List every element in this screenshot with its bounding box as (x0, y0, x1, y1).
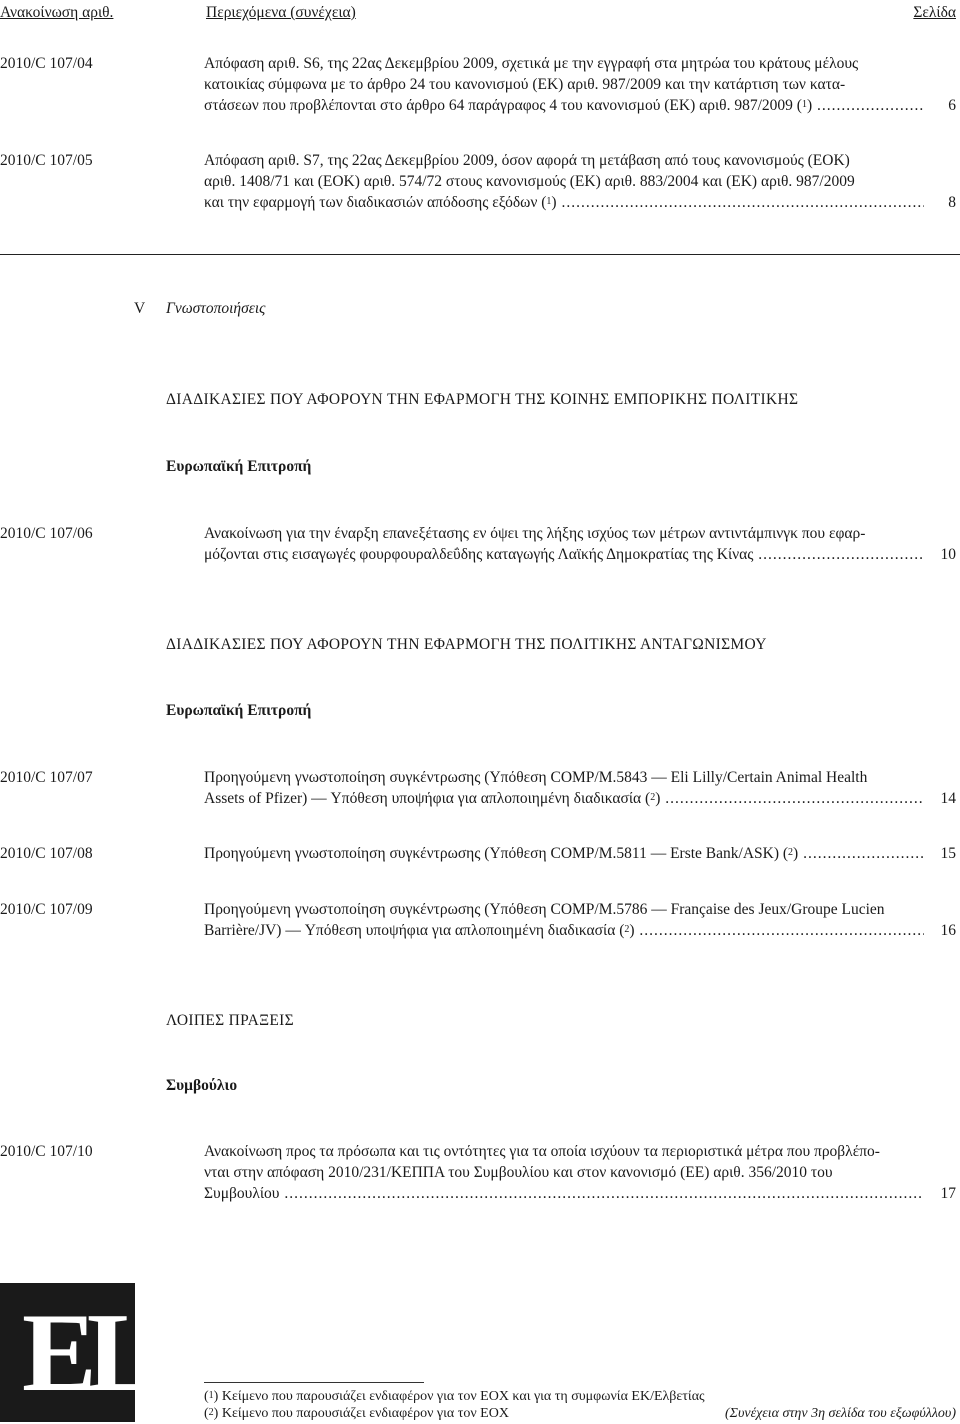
continuation-note: (Συνέχεια στην 3η σελίδα του εξωφύλλου) (724, 1406, 956, 1421)
entry-number: 2010/C 107/08 (0, 845, 93, 862)
entry-text (204, 899, 924, 941)
entry-line: Απόφαση αριθ. S7, της 22ας Δεκεμβρίου 2009, όσον αφορά τη μετάβαση από τους κανονισμούς (ΕΟΚ) (204, 152, 850, 169)
entry-number: 2010/C 107/04 (0, 55, 93, 72)
page-number: 16 (940, 922, 956, 939)
footnote: ($^2$) Κείμενο που παρουσιάζει ενδιαφέρον για τον ΕΟΧ (204, 1406, 509, 1421)
entry-number: 2010/C 107/10 (0, 1143, 93, 1160)
footnote-ref[interactable]: 1 (546, 196, 552, 207)
section-title: Γνωστοποιήσεις (166, 300, 266, 317)
footnote-ref[interactable]: 1 (801, 99, 807, 110)
institution-heading: Ευρωπαϊκή Επιτροπή (166, 458, 312, 475)
entry-line: αριθ. 1408/71 και (ΕΟΚ) αριθ. 574/72 στους κανονισμούς (ΕΚ) αριθ. 883/2004 και (ΕΚ) αριθ. 987/2009 (204, 173, 855, 190)
entry-line-last: Assets of Pfizer) — Υπόθεση υποψήφια για απλοποιημένη διαδικασία ($^2$) ..... (204, 788, 924, 809)
entry-line-last: στάσεων που προβλέπονται στο άρθρο 64 παράγραφος 4 του κανονισμού (ΕΚ) αριθ. 987/2009 ($^1$) ..... (204, 95, 924, 116)
footnote-divider (204, 1382, 424, 1383)
entry-line-last: μόζονται στις εισαγωγές φουρφουραλδεΰδης καταγωγής Λαϊκής Δημοκρατίας της Κίνας ..... (204, 544, 924, 565)
entry-line-last: Προηγούμενη γνωστοποίηση συγκέντρωσης (Υπόθεση COMP/M.5811 — Erste Bank/ASK) ($^2$) ..... (204, 843, 924, 864)
footnote-ref[interactable]: 2 (650, 792, 656, 803)
language-code-text: EL (22, 1291, 152, 1415)
entry-line: Ανακοίνωση προς τα πρόσωπα και τις οντότητες για τα οποία ισχύουν τα περιοριστικά μέτρα που προβλέπο- (204, 1143, 880, 1160)
entry-text (204, 767, 924, 809)
entry-text (204, 53, 924, 116)
group-heading: ΔΙΑΔΙΚΑΣΙΕΣ ΠΟΥ ΑΦΟΡΟΥΝ ΤΗΝ ΕΦΑΡΜΟΓΗ ΤΗΣ ΚΟΙΝΗΣ ΕΜΠΟΡΙΚΗΣ ΠΟΛΙΤΙΚΗΣ (166, 391, 799, 408)
institution-heading: Ευρωπαϊκή Επιτροπή (166, 702, 312, 719)
header-contents-continued: Περιεχόμενα (συνέχεια) (206, 4, 356, 21)
footnote: ($^1$) Κείμενο που παρουσιάζει ενδιαφέρον για τον ΕΟΧ και για τη συμφωνία ΕΚ/Ελβετίας (204, 1389, 705, 1404)
language-code-logo (0, 1283, 152, 1422)
entry-line-last: και την εφαρμογή των διαδικασιών απόδοσης εξόδων ($^1$) ..... (204, 192, 924, 213)
page-number: 10 (940, 546, 956, 563)
entry-number: 2010/C 107/05 (0, 152, 93, 169)
entry-line: Προηγούμενη γνωστοποίηση συγκέντρωσης (Υπόθεση COMP/M.5786 — Française des Jeux/Groupe Lucien (204, 901, 885, 918)
header-notice-number-label: Ανακοίνωση αριθ. (0, 4, 114, 21)
footnote-ref[interactable]: 2 (788, 847, 794, 858)
group-heading: ΛΟΙΠΕΣ ΠΡΑΞΕΙΣ (166, 1012, 294, 1029)
section-letter: V (134, 300, 146, 317)
entry-text (204, 1141, 924, 1204)
section-divider (0, 254, 960, 255)
header-page-label: Σελίδα (913, 4, 956, 21)
institution-heading: Συμβούλιο (166, 1077, 238, 1094)
entry-number: 2010/C 107/06 (0, 525, 93, 542)
page-number: 17 (940, 1185, 956, 1202)
page-number: 15 (940, 845, 956, 862)
entry-line: Ανακοίνωση για την έναρξη επανεξέτασης εν όψει της λήξης ισχύος των μέτρων αντιντάμπινγκ που εφαρ- (204, 525, 866, 542)
page-number: 14 (940, 790, 956, 807)
entry-line: νται στην απόφαση 2010/231/ΚΕΠΠΑ του Συμβουλίου και στον κανονισμό (ΕΕ) αριθ. 356/2010 του (204, 1164, 833, 1181)
footnote-ref[interactable]: 2 (624, 924, 630, 935)
entry-number: 2010/C 107/09 (0, 901, 93, 918)
entry-number: 2010/C 107/07 (0, 769, 93, 786)
page-number: 8 (948, 194, 956, 211)
entry-line-last: Barrière/JV) — Υπόθεση υποψήφια για απλοποιημένη διαδικασία ($^2$) ..... (204, 920, 924, 941)
entry-line: Προηγούμενη γνωστοποίηση συγκέντρωσης (Υπόθεση COMP/M.5843 — Eli Lilly/Certain Animal Health (204, 769, 868, 786)
entry-text (204, 843, 924, 864)
entry-line: Απόφαση αριθ. S6, της 22ας Δεκεμβρίου 2009, σχετικά με την εγγραφή στα μητρώα του κράτους μέλους (204, 55, 859, 72)
entry-text (204, 523, 924, 565)
group-heading: ΔΙΑΔΙΚΑΣΙΕΣ ΠΟΥ ΑΦΟΡΟΥΝ ΤΗΝ ΕΦΑΡΜΟΓΗ ΤΗΣ ΠΟΛΙΤΙΚΗΣ ΑΝΤΑΓΩΝΙΣΜΟΥ (166, 636, 767, 653)
entry-line: κατοικίας σύμφωνα με το άρθρο 24 του κανονισμού (ΕΚ) αριθ. 987/2009 και την κατάρτιση των κατα- (204, 76, 846, 93)
entry-text (204, 150, 924, 213)
page-number: 6 (948, 97, 956, 114)
entry-line-last: Συμβουλίου ..... (204, 1183, 924, 1204)
